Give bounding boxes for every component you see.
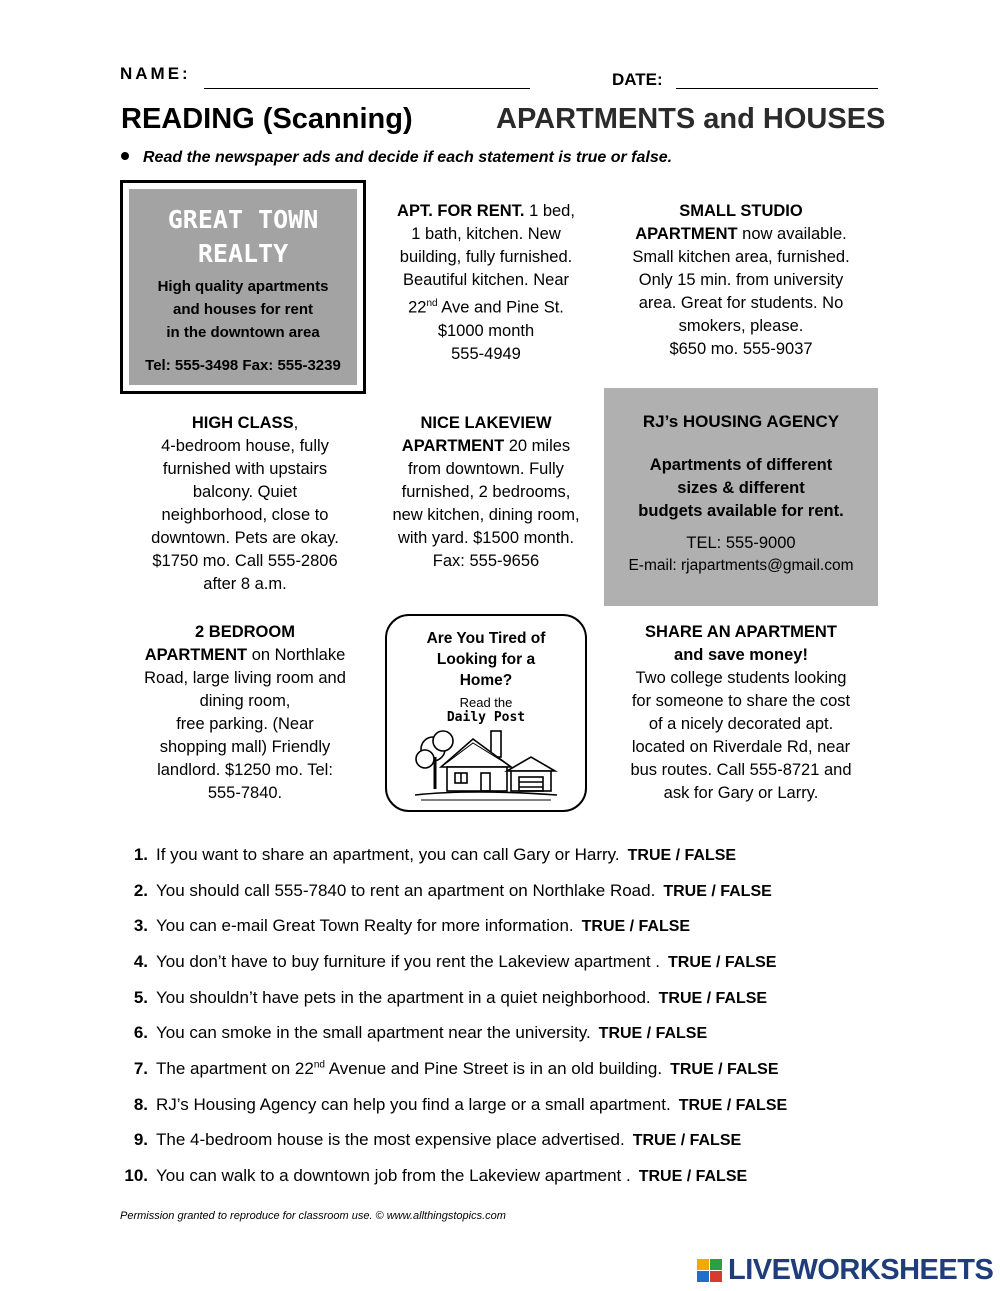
- share-line-4: located on Riverdale Rd, near: [631, 738, 851, 756]
- apt-line-5: 22nd Ave and Pine St.: [408, 298, 564, 317]
- rj-line-1: Apartments of different: [649, 456, 833, 474]
- studio-line-3: Only 15 min. from university: [638, 271, 844, 289]
- ad-share-apartment: [606, 621, 876, 805]
- two-bed-line-6: landlord. $1250 mo. Tel:: [157, 761, 333, 779]
- answer-choice-6[interactable]: TRUE / FALSE: [598, 1025, 708, 1042]
- high-class-line-7: after 8 a.m.: [203, 575, 287, 593]
- bullet-icon: [121, 152, 129, 160]
- lakeview-line-4: new kitchen, dining room,: [392, 506, 580, 524]
- question-8: 8. RJ’s Housing Agency can help you find a large or a small apartment. TRUE / FALSE: [133, 1095, 788, 1114]
- apt-heading: APT. FOR RENT.: [397, 202, 525, 220]
- two-bed-line-3: dining room,: [199, 692, 291, 710]
- two-bed-line-1: on Northlake: [247, 646, 346, 664]
- share-line-2: for someone to share the cost: [631, 692, 851, 710]
- rj-email: E-mail: rjapartments@gmail.com: [628, 557, 854, 574]
- answer-choice-10[interactable]: TRUE / FALSE: [638, 1168, 748, 1185]
- name-label: NAME:: [120, 64, 191, 83]
- apt-line-4: Beautiful kitchen. Near: [402, 271, 569, 289]
- name-field-line[interactable]: [204, 88, 530, 89]
- studio-heading-2: APARTMENT: [635, 225, 738, 243]
- lakeview-line-2: from downtown. Fully: [408, 460, 564, 478]
- answer-choice-3[interactable]: TRUE / FALSE: [581, 918, 691, 935]
- apt-line-6: $1000 month: [437, 321, 535, 340]
- post-read: Read the: [459, 695, 513, 710]
- apt-line-2: 1 bath, kitchen. New: [411, 225, 561, 243]
- permission-note: Permission granted to reproduce for classroom use. © www.allthingstopics.com: [120, 1210, 506, 1222]
- apt-line-3: building, fully furnished.: [399, 248, 573, 266]
- answer-choice-8[interactable]: TRUE / FALSE: [678, 1097, 788, 1114]
- question-4: 4. You don’t have to buy furniture if you rent the Lakeview apartment . TRUE / FALSE: [133, 952, 777, 971]
- high-class-line-1: 4-bedroom house, fully: [161, 437, 329, 455]
- worksheet-title: READING (Scanning): [121, 103, 413, 135]
- studio-line-5: smokers, please.: [678, 317, 804, 335]
- share-heading-2: and save money!: [674, 646, 808, 664]
- high-class-line-5: downtown. Pets are okay.: [151, 529, 339, 547]
- rj-tel: TEL: 555-9000: [686, 534, 796, 552]
- question-2: 2. You should call 555-7840 to rent an apartment on Northlake Road. TRUE / FALSE: [133, 881, 772, 900]
- lakeview-heading-2: APARTMENT: [401, 437, 505, 455]
- question-3: 3. You can e-mail Great Town Realty for more information. TRUE / FALSE: [133, 916, 691, 935]
- high-class-heading: HIGH CLASS: [191, 414, 294, 432]
- lakeview-heading-1: NICE LAKEVIEW: [420, 414, 552, 432]
- share-heading-1: SHARE AN APARTMENT: [645, 623, 837, 641]
- question-6: 6. You can smoke in the small apartment near the university. TRUE / FALSE: [133, 1023, 708, 1042]
- question-9: 9. The 4-bedroom house is the most expensive place advertised. TRUE / FALSE: [133, 1130, 742, 1149]
- share-line-3: of a nicely decorated apt.: [648, 715, 834, 733]
- high-class-line-6: $1750 mo. Call 555-2806: [152, 552, 338, 570]
- question-10: 10. You can walk to a downtown job from the Lakeview apartment . TRUE / FALSE: [124, 1166, 748, 1185]
- answer-choice-4[interactable]: TRUE / FALSE: [668, 954, 777, 971]
- gtr-title-1: GREAT TOWN: [167, 205, 319, 234]
- ad-rj-housing-agency: [604, 388, 878, 606]
- gtr-contact: Tel: 555-3498 Fax: 555-3239: [145, 357, 341, 374]
- question-7: 7. The apartment on 22nd Avenue and Pine Street is in an old building. TRUE / FALSE: [133, 1059, 779, 1078]
- two-bed-heading-2: APARTMENT: [144, 646, 248, 664]
- rj-title: RJ’s HOUSING AGENCY: [642, 412, 840, 431]
- two-bed-line-5: shopping mall) Friendly: [159, 738, 331, 756]
- ad-lakeview: [372, 412, 600, 573]
- answer-choice-9[interactable]: TRUE / FALSE: [632, 1132, 742, 1149]
- question-1: 1. If you want to share an apartment, you can call Gary or Harry. TRUE / FALSE: [133, 845, 737, 864]
- answer-choice-1[interactable]: TRUE / FALSE: [627, 847, 737, 864]
- instruction: [121, 149, 672, 167]
- rj-line-2: sizes & different: [677, 479, 805, 497]
- lakeview-line-5: with yard. $1500 month.: [397, 529, 575, 547]
- studio-line-4: area. Great for students. No: [638, 294, 844, 312]
- high-class-line-3: balcony. Quiet: [192, 483, 298, 501]
- gtr-line-1: High quality apartments: [157, 278, 329, 295]
- liveworksheets-brand[interactable]: LIVEWORKSHEETS: [728, 1254, 994, 1286]
- lakeview-line-1: 20 miles: [504, 437, 571, 455]
- ad-two-bedroom: [124, 621, 366, 805]
- liveworksheets-logo-icon: [697, 1259, 723, 1283]
- share-line-5: bus routes. Call 555-8721 and: [630, 761, 852, 779]
- post-paper-name: Daily Post: [446, 710, 526, 725]
- gtr-title-2: REALTY: [197, 239, 289, 268]
- apt-line-1: 1 bed,: [524, 202, 575, 220]
- gtr-line-3: in the downtown area: [166, 324, 320, 341]
- date-field-line[interactable]: [676, 88, 878, 89]
- ad-great-town-realty: [120, 180, 366, 394]
- two-bed-line-7: 555-7840.: [207, 784, 283, 802]
- answer-choice-5[interactable]: TRUE / FALSE: [658, 990, 768, 1007]
- studio-line-2: Small kitchen area, furnished.: [632, 248, 850, 266]
- studio-line-1: now available.: [737, 225, 847, 243]
- apt-line-7: 555-4949: [451, 344, 521, 363]
- studio-line-6: $650 mo. 555-9037: [669, 340, 813, 358]
- high-class-line-4: neighborhood, close to: [161, 506, 329, 524]
- ad-small-studio: [608, 200, 874, 361]
- question-5: 5. You shouldn’t have pets in the apartment in a quiet neighborhood. TRUE / FALSE: [133, 988, 768, 1007]
- ad-high-class: HIGH CLASS, 4-bedroom house, fully furnished with upstairs balcony. Quiet neighborhood, close to downtown. Pets are okay. $1750 mo. Call 555-2806 after 8 a.m.: [128, 412, 362, 596]
- instruction-text: Read the newspaper ads and decide if each statement is true or false.: [143, 149, 673, 166]
- gtr-line-2: and houses for rent: [172, 301, 314, 318]
- two-bed-line-2: Road, large living room and: [144, 669, 346, 687]
- house-illustration-icon: [411, 727, 561, 807]
- rj-line-3: budgets available for rent.: [638, 502, 844, 520]
- two-bed-line-4: free parking. (Near: [176, 715, 314, 733]
- ad-daily-post: [385, 614, 587, 812]
- share-line-6: ask for Gary or Larry.: [663, 784, 819, 802]
- post-line-1: Are You Tired of: [426, 630, 546, 647]
- answer-choice-7[interactable]: TRUE / FALSE: [670, 1061, 779, 1078]
- two-bed-heading-1: 2 BEDROOM: [195, 623, 295, 641]
- studio-heading-1: SMALL STUDIO: [679, 202, 803, 220]
- lakeview-line-6: Fax: 555-9656: [432, 552, 540, 570]
- ad-apt-for-rent: [372, 200, 600, 366]
- lakeview-line-3: furnished, 2 bedrooms,: [401, 483, 571, 501]
- worksheet-topic: APARTMENTS and HOUSES: [496, 103, 886, 135]
- date-label: DATE:: [612, 70, 663, 89]
- answer-choice-2[interactable]: TRUE / FALSE: [663, 883, 772, 900]
- post-line-2: Looking for a: [436, 651, 536, 668]
- share-line-1: Two college students looking: [635, 669, 847, 687]
- post-line-3: Home?: [459, 672, 513, 689]
- high-class-line-2: furnished with upstairs: [162, 460, 328, 478]
